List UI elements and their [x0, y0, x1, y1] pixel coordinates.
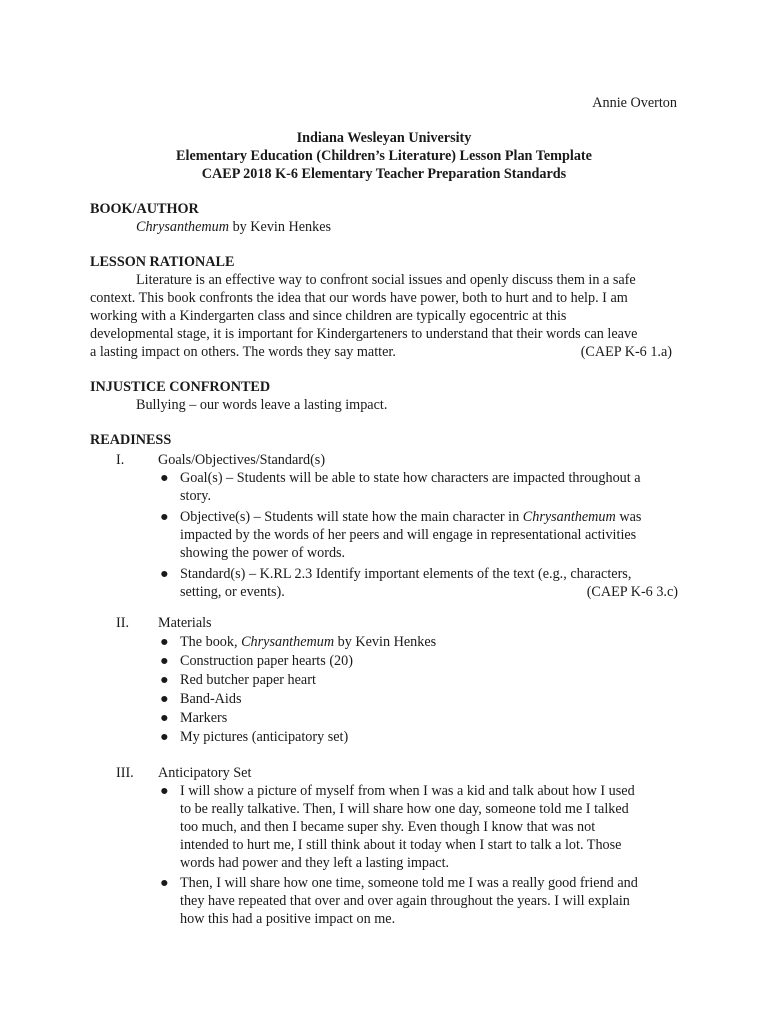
materials-list — [158, 633, 678, 747]
bullet-icon: ● — [160, 509, 169, 525]
bullet-icon: ● — [160, 691, 169, 707]
rationale-line-5-text: a lasting impact on others. The words they say matter. — [90, 344, 396, 360]
template-title: Elementary Education (Children’s Literature) Lesson Plan Template — [176, 148, 592, 164]
objective-item: ● Objective(s) – Students will state how the main character in Chrysanthemum was impacted by the words of her peers and will engage in representational activities showing the power of words. — [160, 509, 642, 561]
goals-list — [158, 469, 678, 602]
material-item: ● Red butcher paper heart — [160, 672, 316, 688]
bullet-icon: ● — [160, 710, 169, 726]
bullet-icon: ● — [160, 470, 169, 486]
bullet-icon: ● — [160, 566, 169, 582]
rationale-line-4: developmental stage, it is important for Kindergarteners to understand that their words can leave — [90, 326, 638, 342]
standards-title: CAEP 2018 K-6 Elementary Teacher Preparation Standards — [201, 166, 567, 182]
rationale-heading: LESSON RATIONALE — [90, 254, 235, 270]
rationale-paragraph — [90, 271, 678, 361]
injustice-text: Bullying – our words leave a lasting impact. — [136, 397, 388, 413]
rationale-line-1: Literature is an effective way to confront social issues and openly discuss them in a safe — [136, 272, 636, 288]
rationale-line-3: working with a Kindergarten class and since children are typically egocentric at this — [90, 308, 567, 324]
anticipatory-list — [158, 782, 678, 929]
section-i-numeral: I. — [116, 452, 125, 468]
injustice-heading: INJUSTICE CONFRONTED — [90, 379, 271, 395]
standard-item: ● Standard(s) – K.RL 2.3 Identify important elements of the text (e.g., characters, setting, or events). (CAEP K-6 3.c) — [160, 566, 678, 600]
section-i-label: Goals/Objectives/Standard(s) — [158, 452, 326, 468]
readiness-heading: READINESS — [90, 432, 172, 448]
section-ii-label: Materials — [158, 615, 212, 631]
material-item: ● Construction paper hearts (20) — [160, 653, 353, 669]
standard-caep: (CAEP K-6 3.c) — [586, 584, 678, 600]
rationale-caep: (CAEP K-6 1.a) — [580, 344, 672, 360]
rationale-line-2: context. This book confronts the idea that our words have power, both to hurt and to help. I am — [90, 290, 628, 306]
bullet-icon: ● — [160, 634, 169, 650]
material-item: ● My pictures (anticipatory set) — [160, 729, 349, 745]
section-iii-numeral: III. — [116, 765, 134, 781]
university-title: Indiana Wesleyan University — [296, 130, 472, 146]
material-item: ● The book, Chrysanthemum by Kevin Henkes — [160, 634, 437, 650]
rationale-line-5 — [90, 343, 678, 361]
material-item: ● Markers — [160, 710, 228, 726]
book-author-by: by Kevin Henkes — [229, 219, 332, 235]
book-author-heading: BOOK/AUTHOR — [90, 201, 199, 217]
goal-item: ● Goal(s) – Students will be able to state how characters are impacted throughout a story. — [160, 470, 641, 504]
book-title: Chrysanthemum — [136, 219, 230, 235]
book-author-line — [90, 218, 724, 236]
bullet-icon: ● — [160, 672, 169, 688]
bullet-icon: ● — [160, 729, 169, 745]
anticipatory-item: ● Then, I will share how one time, someone told me I was a really good friend and they have repeated that over and over again throughout the years. I will explain how this had a positive impact on me. — [160, 875, 638, 927]
author-name: Annie Overton — [592, 95, 677, 111]
anticipatory-item: ● I will show a picture of myself from when I was a kid and talk about how I used to be really talkative. Then, I will share how one day, someone told me I talked too much, and then I became super shy. Even though I know that was not intended to hurt me, I still think about it today when I start to talk a lot. Those words had power and they left a lasting impact. — [160, 783, 635, 871]
material-item: ● Band-Aids — [160, 691, 242, 707]
bullet-icon: ● — [160, 875, 169, 891]
bullet-icon: ● — [160, 653, 169, 669]
section-ii-numeral: II. — [116, 615, 129, 631]
section-iii-label: Anticipatory Set — [158, 765, 252, 781]
bullet-icon: ● — [160, 783, 169, 799]
